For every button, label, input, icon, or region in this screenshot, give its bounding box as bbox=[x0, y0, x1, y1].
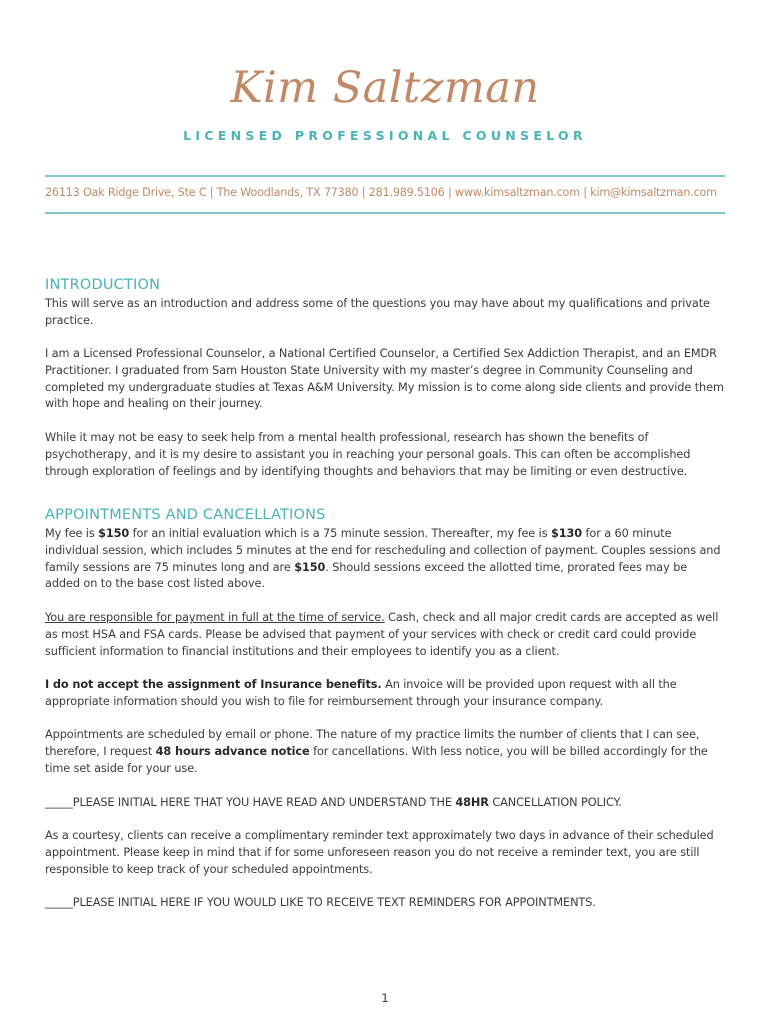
intro-paragraph-1: This will serve as an introduction and address some of the questions you may have about my qualifications and private practice. bbox=[45, 297, 710, 327]
initial-blank: _____ bbox=[45, 896, 73, 909]
introduction-heading: INTRODUCTION bbox=[45, 277, 161, 293]
intro-paragraph-3: While it may not be easy to seek help from a mental health professional, research has shown the benefits of psychotherapy, and it is my desire to assistant you in reaching your personal goals. This can often be accomplished through exploration of feelings and by identifying thoughts and behaviors that may be limiting or even destructive. bbox=[45, 431, 691, 478]
fee-couples: $150 bbox=[294, 560, 326, 574]
payment-paragraph: You are responsible for payment in full at the time of service. Cash, check and all major credit cards are accepted as well as most HSA and FSA cards. Please be advised that payment of your services with check or credit card could provide sufficient information to financial institutions and their employees to identify you as a client. bbox=[45, 611, 719, 658]
payment-responsibility: You are responsible for payment in full at the time of service. bbox=[45, 611, 385, 624]
fee-initial: $150 bbox=[98, 527, 130, 540]
initial-text-reminder-line: _____PLEASE INITIAL HERE IF YOU WOULD LIKE TO RECEIVE TEXT REMINDERS FOR APPOINTMENTS. bbox=[45, 896, 596, 909]
fee-individual: $130 bbox=[550, 527, 583, 540]
top-divider bbox=[45, 175, 725, 177]
advance-notice: 48 hours advance notice bbox=[155, 744, 310, 758]
initial-blank: _____ bbox=[45, 796, 73, 809]
insurance-statement: I do not accept the assignment of Insurance benefits. bbox=[45, 678, 382, 691]
page-number: 1 bbox=[381, 991, 389, 1005]
initial-cancellation-line: _____PLEASE INITIAL HERE THAT YOU HAVE READ AND UNDERSTAND THE 48HR CANCELLATION POLICY. bbox=[45, 796, 622, 809]
fees-paragraph: My fee is $150 for an initial evaluation which is a 75 minute session. Thereafter, my fee is $130 for a 60 minute individual session, which includes 5 minutes at the end for rescheduling and collection of payment. Couples sessions and family sessions are 75 minutes long and are $150. Should sessions exceed the allotted time, prorated fees may be added on to the base cost listed above. bbox=[45, 527, 721, 591]
bottom-divider bbox=[45, 212, 725, 214]
insurance-paragraph: I do not accept the assignment of Insurance benefits. An invoice will be provided upon request with all the appropriate information should you wish to file for reimbursement through your insurance company. bbox=[45, 678, 677, 708]
contact-line: 26113 Oak Ridge Drive, Ste C | The Woodlands, TX 77380 | 281.989.5106 | www.kimsaltzman.com | kim@kimsaltzman.com bbox=[45, 186, 717, 199]
appointments-heading: APPOINTMENTS AND CANCELLATIONS bbox=[45, 507, 326, 523]
brand-name: Kim Saltzman bbox=[230, 63, 540, 113]
intro-paragraph-2: I am a Licensed Professional Counselor, a National Certified Counselor, a Certified Sex Addiction Therapist, and an EMDR Practitioner. I graduated from Sam Houston State University with my master’s degree in Community Counseling and completed my undergraduate studies at Texas A&M University. My mission is to come along side clients and provide them with hope and healing on their journey. bbox=[45, 347, 724, 411]
brand-title: LICENSED PROFESSIONAL COUNSELOR bbox=[183, 128, 587, 143]
scheduling-paragraph: Appointments are scheduled by email or phone. The nature of my practice limits the number of clients that I can see, therefore, I request 48 hours advance notice for cancellations. With less notice, you will be billed accordingly for the time set aside for your use. bbox=[45, 728, 708, 775]
reminder-paragraph: As a courtesy, clients can receive a complimentary reminder text approximately two days in advance of their scheduled appointment. Please keep in mind that if for some unforeseen reason you do not receive a reminder text, you are still responsible to keep track of your scheduled appointments. bbox=[45, 829, 714, 876]
